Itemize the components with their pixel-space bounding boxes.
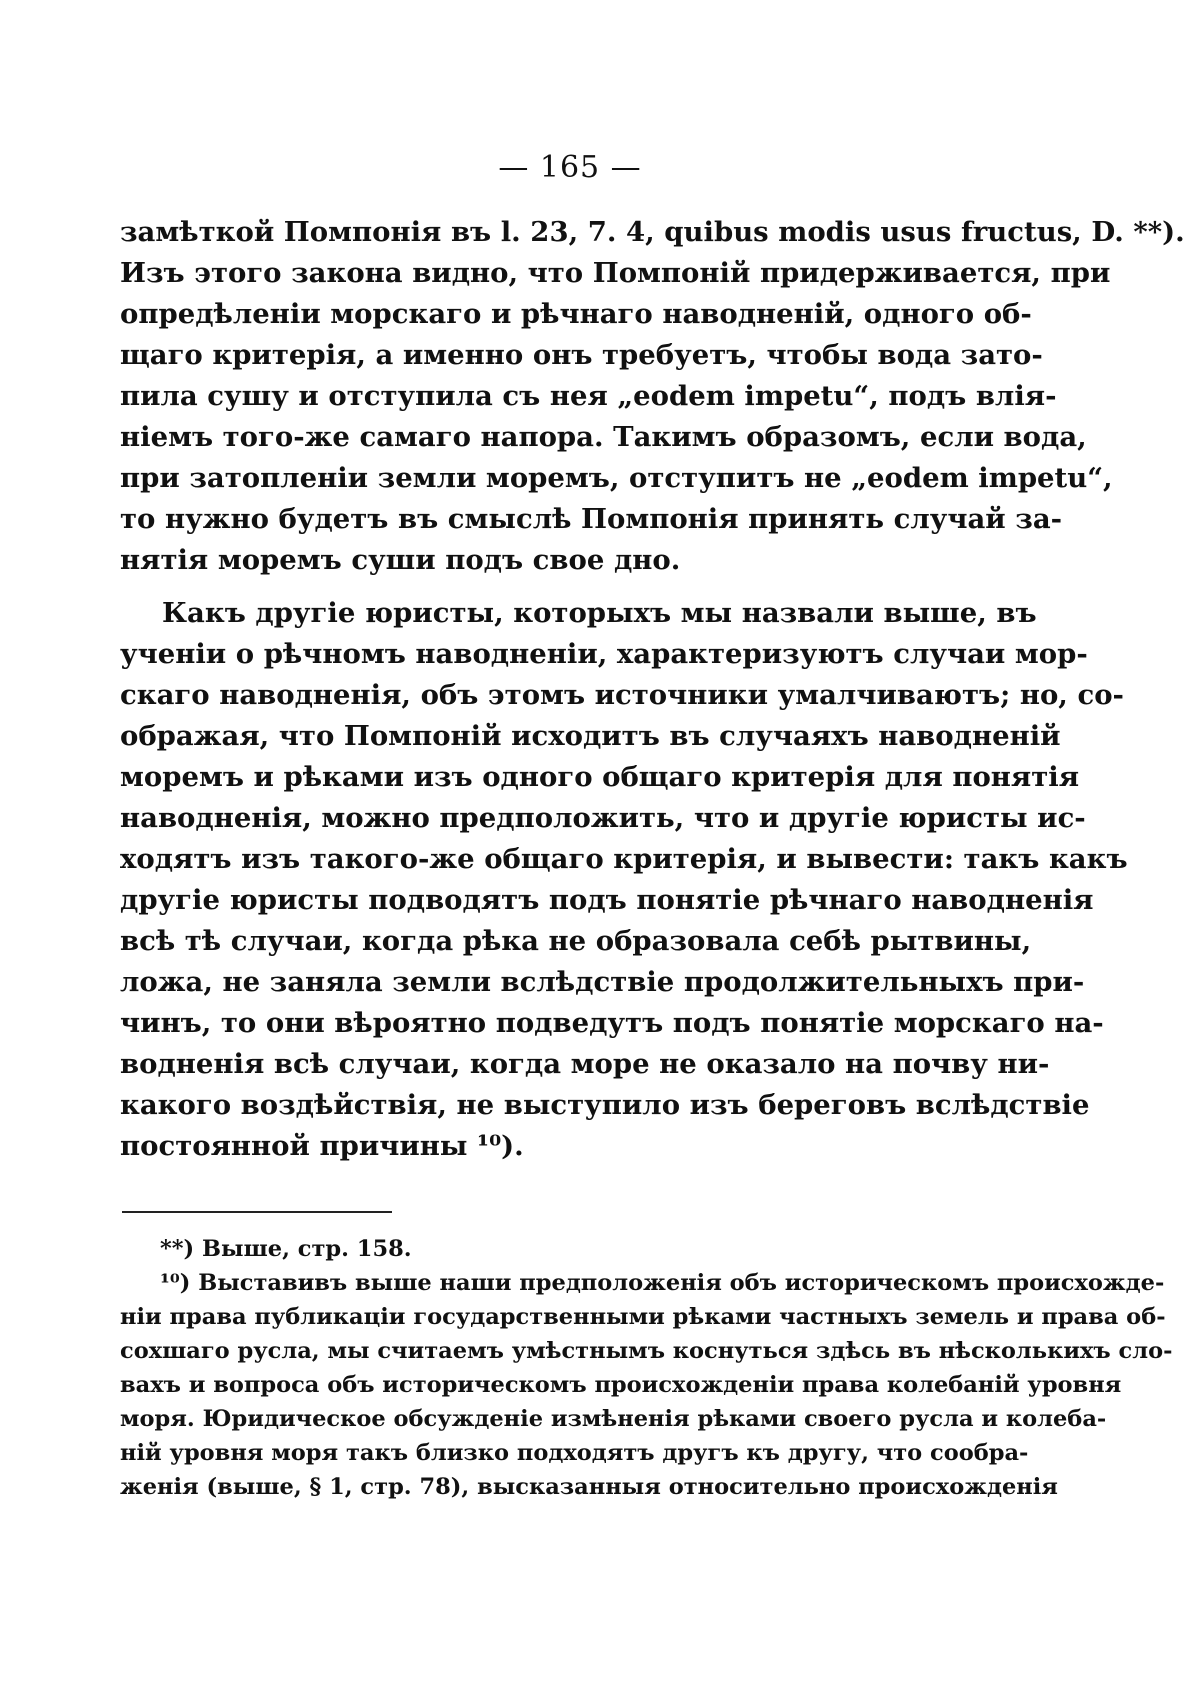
- footnote-line: ній уровня моря такъ близко подходятъ другъ къ другу, что сообра-: [120, 1440, 1029, 1466]
- footnote-line: **) Выше, стр. 158.: [160, 1236, 412, 1262]
- text-line: пила сушу и отступила съ нея „eodem impetu“, подъ влія-: [120, 380, 1057, 412]
- footnote-divider: [122, 1211, 392, 1213]
- text-line: ходятъ изъ такого-же общаго критерія, и вывести: такъ какъ: [120, 843, 1128, 875]
- page-number: — 165 —: [498, 150, 642, 185]
- footnote-line: женія (выше, § 1, стр. 78), высказанныя относительно происхожденія: [120, 1474, 1058, 1500]
- text-line: щаго критерія, а именно онъ требуетъ, чтобы вода зато-: [120, 339, 1043, 371]
- paragraph-gap: [120, 581, 940, 593]
- text-line: нятія моремъ суши подъ свое дно.: [120, 544, 681, 576]
- text-line: постоянной причины ¹⁰).: [120, 1130, 524, 1162]
- text-line: Какъ другіе юристы, которыхъ мы назвали выше, въ: [162, 597, 1037, 629]
- text-line: замѣткой Помпонія въ l. 23, 7. 4, quibus modis usus fructus, D. **).: [120, 216, 1185, 248]
- text-line: ученіи о рѣчномъ наводненіи, характеризуютъ случаи мор-: [120, 638, 1088, 670]
- footnote-line: ніи права публикаціи государственными рѣками частныхъ земель и права об-: [120, 1304, 1166, 1330]
- text-line: другіе юристы подводятъ подъ понятіе рѣчнаго наводненія: [120, 884, 1094, 916]
- text-line: водненія всѣ случаи, когда море не оказало на почву ни-: [120, 1048, 1050, 1080]
- footnotes: [120, 1232, 1173, 1504]
- footnote-line: моря. Юридическое обсужденіе измѣненія рѣками своего русла и колеба-: [120, 1406, 1107, 1432]
- footnote-line: сохшаго русла, мы считаемъ умѣстнымъ коснуться здѣсь въ нѣсколькихъ сло-: [120, 1338, 1173, 1364]
- text-line: моремъ и рѣками изъ одного общаго критерія для понятія: [120, 761, 1080, 793]
- text-line: то нужно будетъ въ смыслѣ Помпонія принять случай за-: [120, 503, 1063, 535]
- text-line: всѣ тѣ случаи, когда рѣка не образовала себѣ рытвины,: [120, 925, 1032, 957]
- text-line: наводненія, можно предположить, что и другіе юристы ис-: [120, 802, 1086, 834]
- text-line: какого воздѣйствія, не выступило изъ береговъ вслѣдствіе: [120, 1089, 1090, 1121]
- text-line: ложа, не заняла земли вслѣдствіе продолжительныхъ при-: [120, 966, 1085, 998]
- footnote-line: ¹⁰) Выставивъ выше наши предположенія объ историческомъ происхожде-: [160, 1270, 1165, 1296]
- text-line: ніемъ того-же самаго напора. Такимъ образомъ, если вода,: [120, 421, 1087, 453]
- body-text: [120, 212, 1185, 1167]
- text-line: опредѣленіи морскаго и рѣчнаго наводненій, одного об-: [120, 298, 1032, 330]
- text-line: Изъ этого закона видно, что Помпоній придерживается, при: [120, 257, 1111, 289]
- text-line: при затопленіи земли моремъ, отступитъ не „eodem impetu“,: [120, 462, 1113, 494]
- text-line: ображая, что Помпоній исходитъ въ случаяхъ наводненій: [120, 720, 1061, 752]
- footnote-line: вахъ и вопроса объ историческомъ происхожденіи права колебаній уровня: [120, 1372, 1122, 1398]
- text-line: чинъ, то они вѣроятно подведутъ подъ понятіе морскаго на-: [120, 1007, 1104, 1039]
- text-line: скаго наводненія, объ этомъ источники умалчиваютъ; но, со-: [120, 679, 1124, 711]
